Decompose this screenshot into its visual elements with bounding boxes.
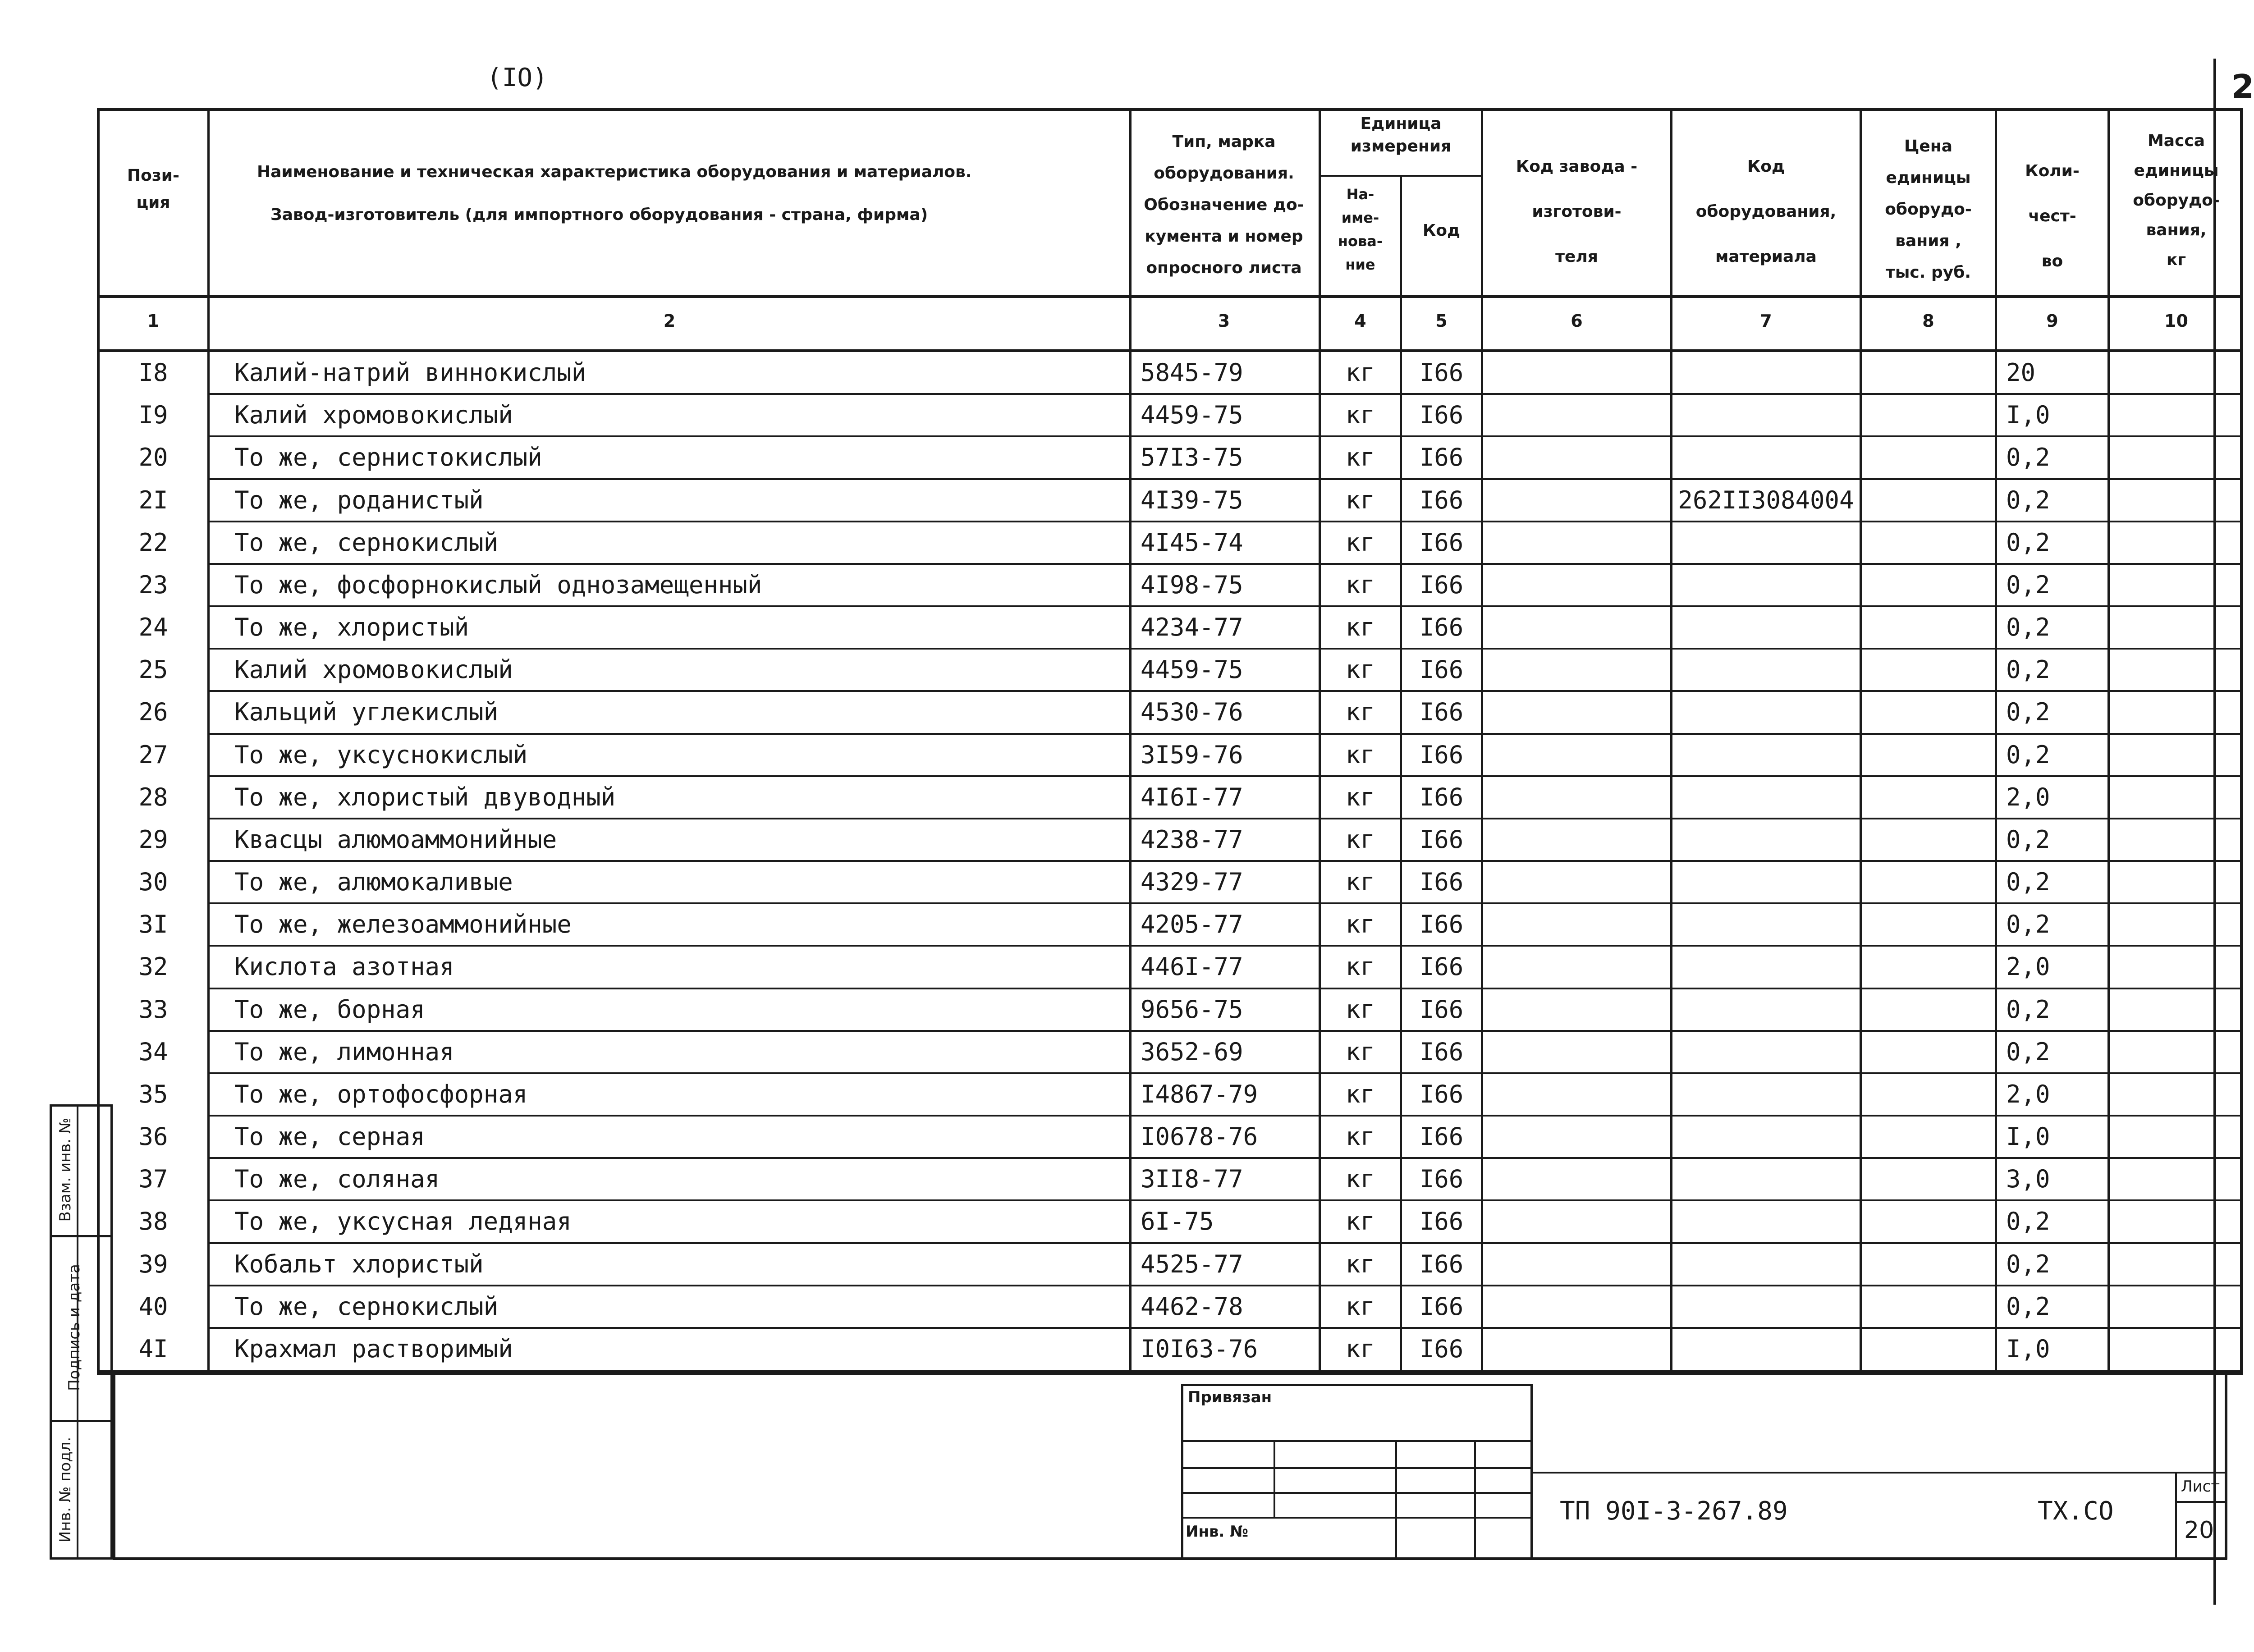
row-type: 3I59-76 <box>1141 741 1243 769</box>
row-unit-code: I66 <box>1419 1207 1464 1236</box>
colnum-7: 7 <box>1760 311 1772 331</box>
row-type: 4459-75 <box>1141 655 1243 684</box>
row-name: Кальций углекислый <box>234 698 499 726</box>
row-position: 3I <box>138 910 168 938</box>
side-stamp-vzam: Взам. инв. № <box>56 1117 74 1222</box>
privyazan-h4 <box>1181 1517 1533 1519</box>
row-quantity: I,0 <box>2006 1335 2050 1363</box>
sheet-mark: ТХ.СО <box>2038 1496 2114 1526</box>
row-quantity: 0,2 <box>2006 698 2050 726</box>
row-type: 4205-77 <box>1141 910 1243 938</box>
row-unit: кг <box>1345 486 1375 514</box>
row-unit-code: I66 <box>1419 1038 1464 1066</box>
row-unit: кг <box>1345 1080 1375 1108</box>
row-unit-code: I66 <box>1419 613 1464 641</box>
doc-code-top-line <box>1533 1472 2225 1474</box>
col-line-6 <box>1670 108 1672 1370</box>
row-quantity: 0,2 <box>2006 825 2050 854</box>
row-unit: кг <box>1345 528 1375 557</box>
side-stamp-inv-podl: Инв. № подл. <box>56 1437 74 1543</box>
footer-frame-bottom <box>113 1557 2227 1560</box>
row-unit-code: I66 <box>1419 1292 1464 1321</box>
row-type: 4I39-75 <box>1141 486 1243 514</box>
header-type: Тип, марка оборудования. Обозначение до- кумента и номер опросного листа <box>1144 133 1304 277</box>
row-type: 3652-69 <box>1141 1038 1243 1066</box>
colnum-bottom-line <box>97 349 2243 352</box>
colnum-10: 10 <box>2164 311 2188 331</box>
row-unit: кг <box>1345 783 1375 811</box>
row-unit-code: I66 <box>1419 1335 1464 1363</box>
row-name: То же, ортофосфорная <box>234 1080 528 1108</box>
row-type: 4I45-74 <box>1141 528 1243 557</box>
row-quantity: 0,2 <box>2006 443 2050 471</box>
footer-frame-left <box>113 1370 115 1560</box>
row-type: 4I98-75 <box>1141 571 1243 599</box>
row-quantity: 0,2 <box>2006 910 2050 938</box>
row-unit-code: I66 <box>1419 1250 1464 1278</box>
row-separator <box>207 1285 2240 1286</box>
corner-mark: 2 <box>2231 68 2254 105</box>
row-name: Крахмал растворимый <box>234 1335 513 1363</box>
header-name-line1: Наименование и техническая характеристика оборудования и материалов. <box>257 163 972 181</box>
row-position: 2I <box>138 486 168 514</box>
row-unit: кг <box>1345 1250 1375 1278</box>
header-unit-name: На- име- нова- ние <box>1338 186 1383 273</box>
row-type: I0I63-76 <box>1141 1335 1258 1363</box>
colnum-2: 2 <box>663 311 676 331</box>
col-line-9 <box>2107 108 2110 1370</box>
row-position: I8 <box>138 358 168 387</box>
colnum-8: 8 <box>1922 311 1934 331</box>
row-quantity: 0,2 <box>2006 868 2050 896</box>
row-type: I4867-79 <box>1141 1080 1258 1108</box>
row-separator <box>207 605 2240 607</box>
row-unit: кг <box>1345 571 1375 599</box>
row-separator <box>207 563 2240 565</box>
row-unit: кг <box>1345 1165 1375 1193</box>
row-separator <box>207 690 2240 692</box>
row-unit-code: I66 <box>1419 1165 1464 1193</box>
row-unit: кг <box>1345 1292 1375 1321</box>
row-unit-code: I66 <box>1419 825 1464 854</box>
row-unit-code: I66 <box>1419 571 1464 599</box>
privyazan-v3 <box>1474 1440 1476 1557</box>
row-quantity: 0,2 <box>2006 741 2050 769</box>
row-name: То же, хлористый двуводный <box>234 783 616 811</box>
row-unit-code: I66 <box>1419 783 1464 811</box>
row-quantity: 3,0 <box>2006 1165 2050 1193</box>
row-name: То же, сернокислый <box>234 1292 499 1321</box>
row-type: 5845-79 <box>1141 358 1243 387</box>
row-unit: кг <box>1345 952 1375 981</box>
row-unit: кг <box>1345 825 1375 854</box>
row-unit-code: I66 <box>1419 1080 1464 1108</box>
row-quantity: 0,2 <box>2006 995 2050 1024</box>
row-name: То же, роданистый <box>234 486 484 514</box>
privyazan-v1 <box>1274 1440 1275 1517</box>
row-position: 38 <box>138 1207 168 1236</box>
row-type: 4238-77 <box>1141 825 1243 854</box>
row-unit: кг <box>1345 1122 1375 1151</box>
row-unit-code: I66 <box>1419 1122 1464 1151</box>
row-type: I0678-76 <box>1141 1122 1258 1151</box>
row-unit-code: I66 <box>1419 528 1464 557</box>
row-quantity: 20 <box>2006 358 2036 387</box>
row-type: 3II8-77 <box>1141 1165 1243 1193</box>
row-unit: кг <box>1345 1335 1375 1363</box>
row-separator <box>207 818 2240 819</box>
list-number: 20 <box>2184 1517 2214 1544</box>
header-unit-group: Единица измерения <box>1350 114 1452 156</box>
colnum-3: 3 <box>1218 311 1230 331</box>
row-separator <box>207 1242 2240 1244</box>
row-quantity: 0,2 <box>2006 655 2050 684</box>
colnum-6: 6 <box>1571 311 1583 331</box>
row-position: 34 <box>138 1038 168 1066</box>
row-unit: кг <box>1345 401 1375 429</box>
row-type: 6I-75 <box>1141 1207 1214 1236</box>
header-material-code: Код оборудования, материала <box>1695 157 1837 266</box>
header-quantity: Коли- чест- во <box>2025 162 2080 270</box>
doc-code: ТП 90I-3-267.89 <box>1560 1496 1788 1526</box>
row-unit-code: I66 <box>1419 401 1464 429</box>
row-quantity: 0,2 <box>2006 571 2050 599</box>
row-separator <box>207 1115 2240 1117</box>
row-separator <box>207 860 2240 862</box>
row-unit: кг <box>1345 910 1375 938</box>
row-quantity: 0,2 <box>2006 1292 2050 1321</box>
row-separator <box>207 945 2240 947</box>
row-position: 24 <box>138 613 168 641</box>
list-box-mid <box>2175 1501 2225 1503</box>
row-unit-code: I66 <box>1419 698 1464 726</box>
privyazan-h2 <box>1181 1467 1533 1469</box>
row-name: Калий-натрий виннокислый <box>234 358 586 387</box>
row-separator <box>207 902 2240 904</box>
row-unit-code: I66 <box>1419 741 1464 769</box>
row-type: 57I3-75 <box>1141 443 1243 471</box>
header-bottom-line <box>97 295 2243 298</box>
page-label: (IO) <box>487 63 548 92</box>
row-type: 4462-78 <box>1141 1292 1243 1321</box>
row-material-code: 262II3084004 <box>1678 486 1854 514</box>
row-separator <box>207 478 2240 480</box>
row-unit: кг <box>1345 995 1375 1024</box>
col-line-8 <box>1995 108 1997 1370</box>
row-position: 35 <box>138 1080 168 1108</box>
row-position: 4I <box>138 1335 168 1363</box>
col-line-2 <box>1129 108 1132 1370</box>
colnum-9: 9 <box>2046 311 2058 331</box>
row-position: 26 <box>138 698 168 726</box>
row-unit: кг <box>1345 868 1375 896</box>
header-name-line2: Завод-изготовитель (для импортного оборудования - страна, фирма) <box>270 206 928 224</box>
col-line-7 <box>1860 108 1862 1370</box>
row-unit-code: I66 <box>1419 358 1464 387</box>
row-position: 23 <box>138 571 168 599</box>
privyazan-h1 <box>1181 1440 1533 1442</box>
row-unit: кг <box>1345 1207 1375 1236</box>
row-quantity: I,0 <box>2006 401 2050 429</box>
row-type: 4459-75 <box>1141 401 1243 429</box>
row-name: То же, железоаммонийные <box>234 910 572 938</box>
header-factory-code: Код завода - изготови- теля <box>1516 157 1638 266</box>
privyazan-v2 <box>1395 1440 1397 1557</box>
row-unit: кг <box>1345 443 1375 471</box>
row-separator <box>207 988 2240 989</box>
row-unit-code: I66 <box>1419 868 1464 896</box>
row-position: 30 <box>138 868 168 896</box>
row-type: 9656-75 <box>1141 995 1243 1024</box>
row-position: 39 <box>138 1250 168 1278</box>
row-name: То же, сернокислый <box>234 528 499 557</box>
side-stamp-podpis: Подпись и дата <box>65 1264 83 1391</box>
row-name: То же, сернистокислый <box>234 443 542 471</box>
row-unit-code: I66 <box>1419 443 1464 471</box>
row-separator <box>207 648 2240 650</box>
row-position: 36 <box>138 1122 168 1151</box>
row-unit-code: I66 <box>1419 910 1464 938</box>
row-separator <box>207 521 2240 522</box>
colnum-5: 5 <box>1435 311 1448 331</box>
row-name: Калий хромовокислый <box>234 655 513 684</box>
row-unit-code: I66 <box>1419 952 1464 981</box>
row-quantity: 0,2 <box>2006 486 2050 514</box>
header-position: Пози- ция <box>127 166 179 212</box>
row-separator <box>207 1030 2240 1032</box>
row-quantity: 0,2 <box>2006 1038 2050 1066</box>
row-type: 4525-77 <box>1141 1250 1243 1278</box>
row-unit: кг <box>1345 655 1375 684</box>
footer-frame-right <box>2225 1370 2227 1560</box>
colnum-1: 1 <box>147 311 160 331</box>
row-name: Кислота азотная <box>234 952 454 981</box>
row-unit-code: I66 <box>1419 486 1464 514</box>
col-line-5 <box>1481 108 1483 1370</box>
privyazan-h3 <box>1181 1492 1533 1494</box>
row-position: 25 <box>138 655 168 684</box>
col-line-1 <box>207 108 210 1370</box>
row-position: I9 <box>138 401 168 429</box>
row-unit-code: I66 <box>1419 995 1464 1024</box>
row-name: Калий хромовокислый <box>234 401 513 429</box>
body-bottom-line <box>97 1370 2243 1373</box>
row-name: То же, борная <box>234 995 425 1024</box>
header-mass: Масса единицы оборудо- вания, кг <box>2133 132 2220 269</box>
header-unit-code: Код <box>1422 221 1461 240</box>
row-type: 4329-77 <box>1141 868 1243 896</box>
row-quantity: 0,2 <box>2006 1207 2050 1236</box>
privyazan-label: Привязан <box>1188 1388 1272 1406</box>
row-quantity: 0,2 <box>2006 528 2050 557</box>
row-unit: кг <box>1345 358 1375 387</box>
row-separator <box>207 733 2240 735</box>
row-position: 40 <box>138 1292 168 1321</box>
colnum-4: 4 <box>1354 311 1366 331</box>
inv-no-label: Инв. № <box>1186 1523 1249 1541</box>
row-type: 4234-77 <box>1141 613 1243 641</box>
row-separator <box>207 435 2240 437</box>
col-line-3 <box>1319 108 1321 1370</box>
row-name: Квасцы алюмоаммонийные <box>234 825 557 854</box>
row-position: 20 <box>138 443 168 471</box>
row-separator <box>207 775 2240 777</box>
row-separator <box>207 1072 2240 1074</box>
row-name: То же, фосфорнокислый однозамещенный <box>234 571 762 599</box>
row-position: 28 <box>138 783 168 811</box>
row-name: То же, хлористый <box>234 613 469 641</box>
row-quantity: 2,0 <box>2006 783 2050 811</box>
row-quantity: 0,2 <box>2006 613 2050 641</box>
row-separator <box>207 1157 2240 1159</box>
row-name: То же, лимонная <box>234 1038 454 1066</box>
row-unit: кг <box>1345 741 1375 769</box>
row-name: То же, серная <box>234 1122 425 1151</box>
row-position: 37 <box>138 1165 168 1193</box>
row-separator <box>207 1327 2240 1329</box>
row-type: 446I-77 <box>1141 952 1243 981</box>
row-type: 4530-76 <box>1141 698 1243 726</box>
list-box-left <box>2175 1472 2177 1557</box>
row-position: 29 <box>138 825 168 854</box>
row-quantity: 2,0 <box>2006 1080 2050 1108</box>
row-separator <box>207 1199 2240 1201</box>
row-quantity: I,0 <box>2006 1122 2050 1151</box>
row-name: Кобальт хлористый <box>234 1250 484 1278</box>
row-separator <box>207 393 2240 395</box>
row-name: То же, соляная <box>234 1165 440 1193</box>
row-unit: кг <box>1345 698 1375 726</box>
row-position: 32 <box>138 952 168 981</box>
row-quantity: 0,2 <box>2006 1250 2050 1278</box>
row-quantity: 2,0 <box>2006 952 2050 981</box>
row-unit: кг <box>1345 613 1375 641</box>
row-position: 22 <box>138 528 168 557</box>
header-price: Цена единицы оборудо- вания , тыс. руб. <box>1885 137 1972 282</box>
row-position: 27 <box>138 741 168 769</box>
list-label: Лист <box>2181 1478 2220 1496</box>
row-unit: кг <box>1345 1038 1375 1066</box>
row-name: То же, алюмокаливые <box>234 868 513 896</box>
row-position: 33 <box>138 995 168 1024</box>
row-name: То же, уксуснокислый <box>234 741 528 769</box>
row-unit-code: I66 <box>1419 655 1464 684</box>
row-type: 4I6I-77 <box>1141 783 1243 811</box>
row-name: То же, уксусная ледяная <box>234 1207 572 1236</box>
